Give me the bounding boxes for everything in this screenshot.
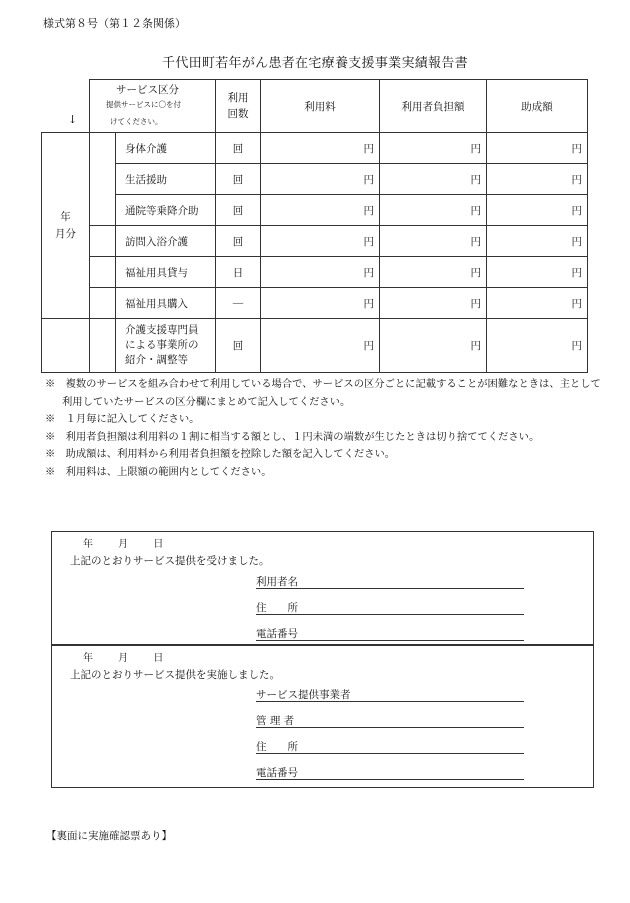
header-usage-count: 利用回数: [216, 80, 261, 133]
user-name-field[interactable]: 利用者名: [256, 574, 524, 589]
mark-cell[interactable]: [90, 257, 116, 288]
note-item: ※ 利用料は、上限額の範囲内としてください。: [45, 465, 272, 478]
mark-cell[interactable]: [90, 319, 116, 373]
service-name: 福祉用具購入: [116, 288, 216, 319]
table-row: 福祉用具購入 ― 円 円 円: [42, 288, 588, 319]
header-fee: 利用料: [261, 80, 380, 133]
arrow-down-icon: ↓: [68, 113, 78, 126]
service-name: 生活援助: [116, 164, 216, 195]
date-line: 年 月 日: [83, 653, 164, 664]
service-name: 通院等乗降介助: [116, 195, 216, 226]
report-table: [41, 79, 588, 373]
provider-confirmation-box: [51, 644, 594, 788]
table-row: 通院等乗降介助 回 円 円 円: [42, 195, 588, 226]
phone-field[interactable]: 電話番号: [256, 765, 524, 780]
manager-field[interactable]: 管 理 者: [256, 713, 524, 728]
header-user-burden: 利用者負担額: [380, 80, 487, 133]
service-name: 訪問入浴介護: [116, 226, 216, 257]
note-item: ※ 助成額は、利用料から利用者負担額を控除した額を記入してください。: [45, 448, 396, 460]
note-item: ※ 利用者負担額は利用料の１割に相当する額とし、１円未満の端数が生じたときは切り捨ててください。: [45, 430, 540, 443]
provider-field[interactable]: サービス提供事業者: [256, 687, 524, 702]
form-number: 様式第８号（第１２条関係）: [43, 17, 186, 30]
notes: [45, 376, 605, 481]
header-service-category: ↓ サービス区分 提供サービスに〇を付 けてください。: [90, 80, 216, 133]
table-row: 介護支援専門員 による事業所の 紹介・調整等 回 円 円 円: [42, 319, 588, 373]
note-item: ※ 複数のサービスを組み合わせて利用している場合で、サービスの区分ごとに記載することが困難なときは、主として利用していたサービスの区分欄にまとめて記入してください。: [45, 378, 601, 408]
mark-cell[interactable]: [90, 133, 116, 226]
address-field[interactable]: 住 所: [256, 600, 524, 615]
date-line: 年 月 日: [83, 539, 164, 550]
phone-field[interactable]: 電話番号: [256, 626, 524, 641]
service-name: 介護支援専門員 による事業所の 紹介・調整等: [116, 319, 216, 373]
mark-cell[interactable]: [90, 288, 116, 319]
table-row: 福祉用具貸与 日 円 円 円: [42, 257, 588, 288]
table-row: 年 月分 身体介護 回 円 円 円: [42, 133, 588, 164]
address-field[interactable]: 住 所: [256, 739, 524, 754]
table-row: 生活援助 回 円 円 円: [42, 164, 588, 195]
service-name: 身体介護: [116, 133, 216, 164]
footer-note: 【裏面に実施確認票あり】: [46, 830, 172, 842]
recipient-confirmation-box: [51, 531, 594, 646]
statement: 上記のとおりサービス提供を実施しました。: [70, 669, 280, 681]
table-row: 訪問入浴介護 回 円 円 円: [42, 226, 588, 257]
month-cell: 年 月分: [42, 133, 90, 319]
note-item: ※ １月毎に記入してください。: [45, 413, 200, 425]
service-name: 福祉用具貸与: [116, 257, 216, 288]
mark-cell[interactable]: [90, 226, 116, 257]
page-title: 千代田町若年がん患者在宅療養支援事業実績報告書: [162, 56, 468, 71]
statement: 上記のとおりサービス提供を受けました。: [70, 555, 270, 567]
header-subsidy: 助成額: [487, 80, 588, 133]
